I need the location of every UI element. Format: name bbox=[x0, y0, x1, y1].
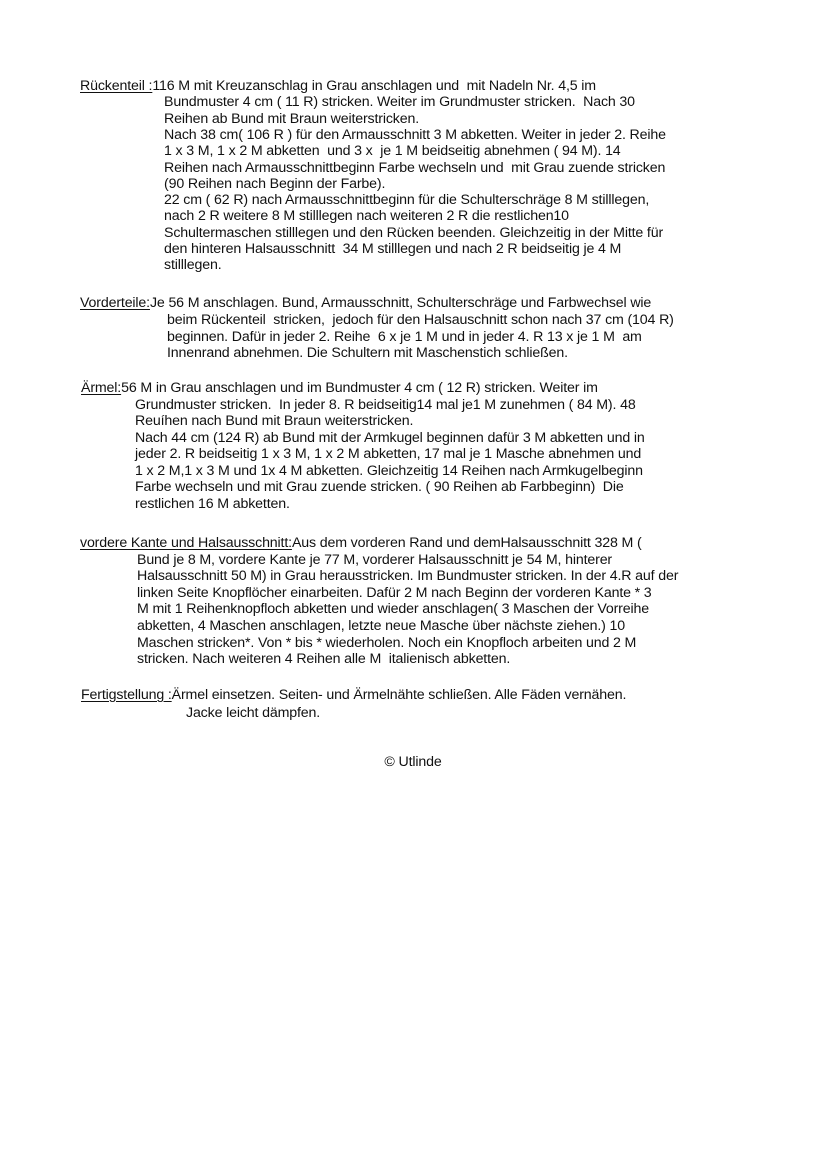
section-text-line: Grundmuster stricken. In jeder 8. R beidseitig14 mal je1 M zunehmen ( 84 M). 48 bbox=[135, 396, 636, 413]
section-text: 116 M mit Kreuzanschlag in Grau anschlagen und mit Nadeln Nr. 4,5 im bbox=[152, 78, 596, 94]
section-text-line: den hinteren Halsausschnitt 34 M stilllegen und nach 2 R beidseitig je 4 M bbox=[164, 241, 622, 257]
section-text: 56 M in Grau anschlagen und im Bundmuster 4 cm ( 12 R) stricken. Weiter im bbox=[121, 380, 598, 396]
section-text-line: 1 x 2 M,1 x 3 M und 1x 4 M abketten. Gleichzeitig 14 Reihen nach Armkugelbeginn bbox=[135, 462, 643, 479]
section-text-line: 1 x 3 M, 1 x 2 M abketten und 3 x je 1 M beidseitig abnehmen ( 94 M). 14 bbox=[164, 143, 621, 160]
section-label: Vorderteile: bbox=[80, 295, 150, 311]
section-text: Aus dem vorderen Rand und demHalsausschnitt 328 M ( bbox=[291, 535, 642, 551]
section-text-line: abketten, 4 Maschen anschlagen, letzte neue Masche über nächste ziehen.) 10 bbox=[137, 618, 626, 634]
section-text-line: Reihen nach Armausschnittbeginn Farbe wechseln und mit Grau zuende stricken bbox=[164, 159, 666, 176]
section-text-line: Innenrand abnehmen. Die Schultern mit Maschenstich schließen. bbox=[167, 345, 568, 362]
section-first-line bbox=[81, 687, 626, 703]
section-text-line: stricken. Nach weiteren 4 Reihen alle M italienisch abketten. bbox=[137, 651, 511, 668]
section-text-line: Farbe wechseln und mit Grau zuende stricken. ( 90 Reihen ab Farbbeginn) Die bbox=[135, 479, 624, 495]
section-text-line: stilllegen. bbox=[164, 257, 222, 274]
section-label: vordere Kante und Halsausschnitt: bbox=[80, 535, 292, 551]
section-text-line: jeder 2. R beidseitig 1 x 3 M, 1 x 2 M abketten, 17 mal je 1 Masche abnehmen und bbox=[135, 446, 642, 462]
section-first-line bbox=[81, 380, 598, 396]
section-text-line: restlichen 16 M abketten. bbox=[135, 495, 290, 512]
section-label: Ärmel: bbox=[81, 380, 122, 396]
section-text-line: Nach 38 cm( 106 R ) für den Armausschnitt 3 M abketten. Weiter in jeder 2. Reihe bbox=[164, 126, 666, 143]
section-first-line bbox=[80, 78, 596, 94]
section-text-line: Bundmuster 4 cm ( 11 R) stricken. Weiter im Grundmuster stricken. Nach 30 bbox=[164, 94, 635, 111]
section-first-line bbox=[80, 295, 651, 311]
copyright-notice: © Utlinde bbox=[384, 754, 442, 770]
section-first-line bbox=[80, 535, 642, 551]
section-text-line: Reuíhen nach Bund mit Braun weiterstricken. bbox=[135, 413, 414, 429]
section-text-line: Bund je 8 M, vordere Kante je 77 M, vorderer Halsausschnitt je 54 M, hinterer bbox=[137, 551, 613, 568]
section-text-line: Maschen stricken*. Von * bis * wiederholen. Noch ein Knopfloch arbeiten und 2 M bbox=[137, 634, 637, 651]
section-text-line: Reihen ab Bund mit Braun weiterstricken. bbox=[164, 110, 420, 127]
section-text-line: M mit 1 Reihenknopfloch abketten und wieder anschlagen( 3 Maschen der Vorreihe bbox=[137, 601, 649, 618]
section-text-line: Nach 44 cm (124 R) ab Bund mit der Armkugel beginnen dafür 3 M abketten und in bbox=[135, 429, 645, 446]
section-text: Ärmel einsetzen. Seiten- und Ärmelnähte schließen. Alle Fäden vernähen. bbox=[171, 687, 627, 703]
section-text: Je 56 M anschlagen. Bund, Armausschnitt, Schulterschräge und Farbwechsel wie bbox=[149, 295, 652, 311]
section-text-line: Schultermaschen stilllegen und den Rücken beenden. Gleichzeitig in der Mitte für bbox=[164, 224, 664, 241]
section-text-line: nach 2 R weitere 8 M stilllegen nach weiteren 2 R die restlichen10 bbox=[164, 208, 569, 225]
section-text-line: beim Rückenteil stricken, jedoch für den Halsauschnitt schon nach 37 cm (104 R) bbox=[167, 311, 674, 328]
section-text-line: 22 cm ( 62 R) nach Armausschnittbeginn für die Schulterschräge 8 M stilllegen, bbox=[164, 192, 650, 209]
section-text-line: Jacke leicht dämpfen. bbox=[186, 705, 321, 721]
section-text-line: Halsausschnitt 50 M) in Grau herausstricken. Im Bundmuster stricken. In der 4.R auf der bbox=[137, 568, 679, 585]
section-text-line: linken Seite Knopflöcher einarbeiten. Dafür 2 M nach Beginn der vorderen Kante * 3 bbox=[137, 584, 652, 601]
section-text-line: (90 Reihen nach Beginn der Farbe). bbox=[164, 175, 386, 192]
section-label: Rückenteil : bbox=[80, 78, 153, 94]
section-text-line: beginnen. Dafür in jeder 2. Reihe 6 x je 1 M und in jeder 4. R 13 x je 1 M am bbox=[167, 328, 642, 345]
section-label: Fertigstellung : bbox=[81, 687, 172, 703]
